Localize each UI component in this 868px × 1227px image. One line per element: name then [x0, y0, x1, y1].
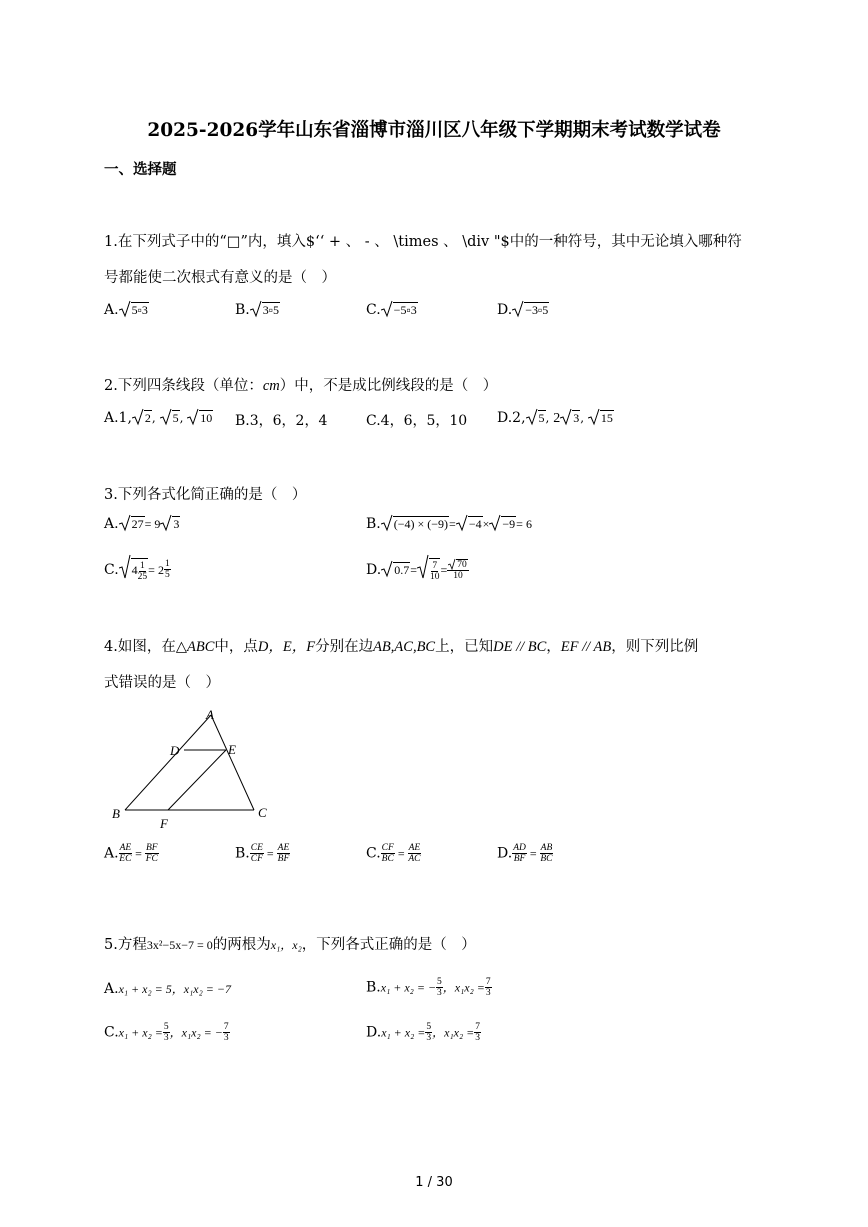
q1-option-b[interactable]: [235, 302, 280, 318]
fraction-denominator: BC: [381, 854, 394, 864]
fraction-denominator: 25: [137, 571, 148, 582]
q2-option-b[interactable]: B.3，6，2，4: [235, 413, 328, 429]
option-label: C.: [366, 845, 381, 862]
triangle-name: △ABC: [175, 639, 215, 655]
fraction-denominator: 10: [429, 571, 440, 582]
radicand: −3▫5: [525, 303, 549, 317]
fraction-denominator: BC: [540, 854, 553, 864]
sqrt-expression: [560, 410, 580, 426]
fraction-numerator: [447, 559, 469, 571]
fraction-numerator: 5: [163, 1022, 169, 1032]
option-label: D.2,: [497, 410, 526, 426]
stem-text: ，则下列比例: [611, 639, 699, 655]
q1-stem-line1: 1.在下列式子中的“□”内，填入$‘‘ + 、 - 、 \times 、 \div "$中的一种符号，其中无论填入哪种符: [104, 234, 742, 250]
radicand: 3: [173, 517, 180, 531]
fraction-denominator: BF: [513, 854, 526, 864]
option-label: D.: [497, 302, 513, 318]
option-expression: x₁ + x₂ =: [381, 1025, 426, 1040]
fraction-numerator: 7: [432, 560, 438, 571]
q5-option-c[interactable]: [104, 1022, 230, 1043]
q1-option-c[interactable]: [366, 302, 418, 318]
fraction-numerator: 5: [426, 1022, 432, 1032]
fraction-numerator: AE: [277, 843, 290, 853]
q4-option-a[interactable]: A. $\frac{AE}{EC}$ = $\frac{BF}{FC}$: [104, 843, 158, 864]
sqrt-expression: [588, 410, 614, 426]
radicand: 5▫3: [131, 303, 148, 317]
q1-option-d[interactable]: [497, 302, 549, 318]
sqrt-expression: [448, 559, 468, 570]
radicand: 5: [538, 411, 545, 425]
stem-text: 上，已知: [435, 639, 494, 655]
fraction-numerator: BF: [145, 843, 158, 853]
fraction-denominator: BF: [277, 854, 290, 864]
fraction-numerator: 7: [485, 977, 491, 987]
stem-text: 分别在边: [315, 639, 374, 655]
sqrt-expression: [456, 516, 483, 532]
times-sign: ×: [482, 517, 490, 531]
radicand: −5▫3: [393, 303, 417, 317]
option-label: D.: [497, 845, 513, 862]
q3-stem: 3.下列各式化简正确的是（ ）: [104, 487, 307, 503]
q4-stem-line2: 式错误的是（ ）: [104, 675, 220, 691]
equals-text: =: [440, 562, 448, 577]
equals-text: = 9: [144, 517, 161, 531]
fraction-numerator: 7: [223, 1022, 229, 1032]
radicand: (−4) × (−9): [393, 517, 449, 531]
q3-option-b[interactable]: [366, 516, 532, 532]
q4-option-c[interactable]: C. $\frac{CF}{BC}$ = $\frac{AE}{AC}$: [366, 843, 421, 864]
q5-option-a[interactable]: [104, 980, 231, 997]
equals-text: = 2: [148, 562, 164, 577]
option-label: B.: [366, 979, 381, 996]
radicand: 3▫5: [262, 303, 280, 317]
radicand: 10: [200, 411, 213, 425]
q1-option-a[interactable]: [104, 302, 149, 318]
fraction-denominator: CF: [250, 854, 263, 864]
q5-stem: [104, 933, 476, 954]
fraction-denominator: AC: [408, 854, 421, 864]
fraction-numerator: 7: [475, 1022, 480, 1032]
radicand: −4: [468, 517, 482, 531]
radicand: 0.7: [394, 562, 410, 577]
q4-stem-line1: [104, 635, 698, 656]
fraction-denominator: 3: [426, 1033, 432, 1043]
sqrt-expression: [119, 302, 149, 318]
point-label-d: D: [170, 743, 180, 758]
q3-option-c[interactable]: [104, 558, 171, 582]
q5-option-d[interactable]: [366, 1022, 481, 1043]
sqrt-expression: [489, 516, 516, 532]
option-label: A.1,: [104, 410, 132, 426]
radicand: 15: [600, 411, 613, 425]
radicand: −9: [502, 517, 516, 531]
parallel-relation: EF // AB: [560, 639, 612, 655]
option-label: D.: [366, 1024, 382, 1041]
sqrt-expression: [250, 302, 280, 318]
sqrt-expression: [381, 302, 418, 318]
option-expression: ，x₁x₂ =: [442, 980, 485, 995]
fraction-numerator: CE: [250, 843, 263, 853]
q2-option-a[interactable]: A.1, 2, 5, 10: [104, 410, 213, 426]
equals-text: = 6: [516, 517, 532, 531]
option-label: C.: [104, 1024, 119, 1041]
fraction-numerator: 1: [164, 559, 170, 570]
fraction-numerator: AE: [119, 843, 132, 853]
root-names: x₁，x₂: [270, 938, 302, 952]
q1-stem-line2: 号都能使二次根式有意义的是（ ）: [104, 270, 336, 286]
sqrt-expression: [381, 516, 449, 532]
stem-text: ）中，不是成比例线段的是（ ）: [279, 378, 498, 394]
stem-text: 中，点: [214, 639, 258, 655]
equation: 3x²−5x−7 = 0: [146, 938, 213, 952]
option-label: B.: [235, 302, 250, 318]
separator: ，: [546, 639, 561, 655]
fraction-denominator: 3: [485, 988, 491, 998]
fraction-numerator: AE: [408, 843, 421, 853]
fraction-numerator: 5: [437, 977, 442, 987]
point-names: D，E，F: [257, 639, 316, 655]
point-label-a: A: [206, 707, 214, 722]
sqrt-expression: [160, 516, 180, 532]
radicand: 27: [131, 517, 144, 531]
stem-text: ，下列各式正确的是（ ）: [301, 937, 476, 953]
unit: cm: [262, 378, 280, 394]
q4-option-d[interactable]: D. $\frac{AD}{BF}$ = $\frac{AB}{BC}$: [497, 843, 553, 864]
whole-number: 4: [131, 563, 138, 577]
q2-stem: [104, 374, 497, 395]
radicand: 70: [457, 559, 467, 570]
q3-option-a[interactable]: [104, 516, 180, 532]
fraction-denominator: FC: [145, 854, 158, 864]
option-expression: x₁ + x₂ = 5，x₁x₂ = −7: [118, 982, 231, 996]
option-label: B.: [235, 845, 250, 862]
option-expression: ，x₁x₂ = −: [169, 1025, 223, 1040]
stem-text: 的两根为: [212, 937, 271, 953]
fraction-numerator: CF: [381, 843, 394, 853]
q5-option-b[interactable]: [366, 977, 492, 998]
option-label: B.: [366, 516, 381, 532]
option-label: A.: [104, 302, 119, 318]
option-label: A.: [104, 845, 119, 862]
sqrt-expression: [526, 410, 546, 426]
fraction-denominator: 5: [164, 570, 170, 581]
option-label: A.: [104, 516, 119, 532]
option-label: D.: [366, 561, 382, 578]
fraction-numerator: AB: [540, 843, 553, 853]
page-title: 2025-2026学年山东省淄博市淄川区八年级下学期期末考试数学试卷: [147, 120, 721, 141]
coefficient: 2: [553, 411, 561, 426]
parallel-relation: DE // BC: [493, 639, 547, 655]
q3-option-d[interactable]: [366, 558, 469, 582]
fraction-denominator: 3: [163, 1033, 169, 1043]
stem-text: 4.如图，在: [104, 639, 176, 655]
point-label-e: E: [228, 742, 236, 757]
stem-text: 2.下列四条线段（单位：: [104, 378, 263, 394]
fraction-denominator: 10: [453, 570, 463, 581]
option-label: C.: [366, 302, 381, 318]
sqrt-expression: [160, 410, 180, 426]
point-label-f: F: [160, 816, 168, 831]
stem-text: 5.方程: [104, 937, 147, 953]
equals-text: =: [449, 517, 456, 531]
radicand: 2: [144, 411, 151, 425]
option-label: C.: [104, 561, 119, 578]
option-expression: x₁ + x₂ =: [118, 1025, 163, 1040]
sqrt-expression: [187, 410, 213, 426]
option-expression: ，x₁x₂ =: [432, 1025, 475, 1040]
fraction-denominator: 3: [475, 1033, 480, 1043]
fraction-denominator: 3: [437, 988, 442, 998]
radicand: 5: [172, 411, 179, 425]
sqrt-expression: [132, 410, 152, 426]
sqrt-expression: [119, 516, 145, 532]
sqrt-expression: [381, 562, 410, 578]
fraction-numerator: AD: [513, 843, 526, 853]
sqrt-expression: [417, 558, 441, 582]
radicand: 3: [573, 411, 580, 425]
fraction-denominator: EC: [119, 854, 132, 864]
q4-option-b[interactable]: B. $\frac{CE}{CF}$ = $\frac{AE}{BF}$: [235, 843, 290, 864]
q2-option-c[interactable]: C.4，6，5，10: [366, 413, 468, 429]
fraction-denominator: 3: [223, 1033, 229, 1043]
sqrt-expression: [512, 302, 549, 318]
fraction-numerator: 1: [140, 560, 145, 571]
equals-text: =: [410, 562, 417, 577]
option-expression: x₁ + x₂ = −: [380, 980, 437, 995]
section-heading: 一、选择题: [104, 161, 177, 178]
point-label-b: B: [112, 806, 120, 821]
triangle-figure: [104, 700, 284, 835]
q2-option-d[interactable]: D.2, 5, 2 3, 15: [497, 410, 613, 426]
sqrt-expression: [119, 558, 149, 582]
side-names: AB,AC,BC: [373, 639, 436, 655]
point-label-c: C: [258, 805, 267, 820]
option-label: A.: [104, 981, 119, 997]
page-number: 1 / 30: [415, 1175, 453, 1190]
